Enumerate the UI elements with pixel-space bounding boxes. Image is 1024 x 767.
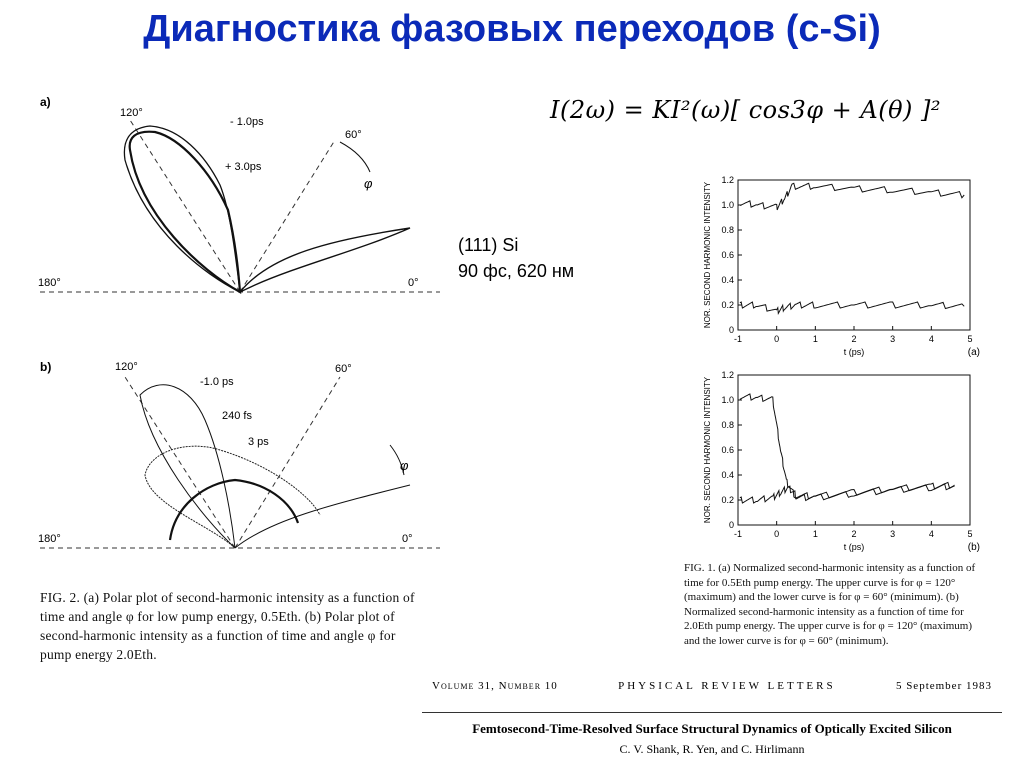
angle-180-b: 180° [38,533,61,545]
journal-header [422,680,1002,757]
x-tick-label-a-6: 5 [967,334,973,344]
curve-plus3ps-a [130,132,240,292]
curve-label-240fs-b: 240 fs [222,410,252,422]
y-tick-label-b-4: 0.8 [721,420,734,430]
journal-name: PHYSICAL REVIEW LETTERS [618,680,836,692]
panel-label-a: (a) [967,347,980,358]
x-tick-label-b-3: 2 [851,529,857,539]
series-line-b-0 [740,394,955,501]
series-line-a-1 [740,302,964,313]
x-tick-label-a-5: 4 [928,334,934,344]
curve-label-3ps-b: 3 ps [248,436,269,448]
axis-60-b [235,377,340,548]
angle-0-b: 0° [402,533,413,545]
curve-label-plus3-a: + 3.0ps [225,161,262,173]
y-axis-label-b: NOR. SECOND HARMONIC INTENSITY [703,376,712,524]
phi-arrow-a [340,142,370,172]
x-tick-label-b-1: 0 [774,529,780,539]
x-tick-label-a-0: -1 [733,334,743,344]
curve-minus1ps-b [140,385,235,548]
lobe-right-a [240,228,410,292]
series-line-a-0 [740,183,964,210]
polar-plot-a [30,90,450,310]
x-axis-label-a: t (ps) [843,347,865,357]
curve-label-minus1-a: - 1.0ps [230,116,264,128]
journal-rule [422,712,1002,713]
sample-info [458,232,574,284]
phi-label-b: φ [400,458,409,473]
panel-a-label: a) [40,95,51,109]
chart-a [688,170,993,365]
y-tick-label-a-5: 1.0 [721,200,734,210]
sample-line-1: (111) Si [458,235,519,255]
y-tick-label-b-0: 0 [728,520,734,530]
slide-title: Диагностика фазовых переходов (c-Si) [143,8,881,50]
x-tick-label-a-3: 2 [851,334,857,344]
y-tick-label-b-3: 0.6 [721,445,734,455]
paper-title: Femtosecond-Time-Resolved Surface Structural Dynamics of Optically Excited Silicon [472,721,952,736]
lobe-right-b [235,485,410,548]
plot-frame-a [738,180,970,330]
sample-line-2: 90 фс, 620 нм [458,261,575,281]
y-tick-label-a-1: 0.2 [721,300,734,310]
angle-120-b: 120° [115,361,138,373]
angle-180-a: 180° [38,277,61,289]
angle-0-a: 0° [408,277,419,289]
y-tick-label-a-2: 0.4 [721,275,734,285]
y-tick-label-b-5: 1.0 [721,395,734,405]
x-tick-label-b-4: 3 [890,529,896,539]
y-tick-label-a-4: 0.8 [721,225,734,235]
y-tick-label-a-0: 0 [728,325,734,335]
paper-authors: C. V. Shank, R. Yen, and C. Hirlimann [619,742,805,756]
x-axis-label-b: t (ps) [843,542,865,552]
x-tick-label-b-2: 1 [812,529,818,539]
curve-3ps-b [170,480,298,540]
angle-60-a: 60° [345,129,362,141]
angle-60-b: 60° [335,363,352,375]
x-tick-label-a-1: 0 [774,334,780,344]
y-tick-label-a-6: 1.2 [721,175,734,185]
x-tick-label-a-4: 3 [890,334,896,344]
y-tick-label-b-6: 1.2 [721,370,734,380]
x-tick-label-a-2: 1 [812,334,818,344]
y-axis-label-a: NOR. SECOND HARMONIC INTENSITY [703,181,712,329]
angle-120-a: 120° [120,107,143,119]
series-line-b-1 [740,482,955,503]
x-tick-label-b-5: 4 [928,529,934,539]
y-tick-label-a-3: 0.6 [721,250,734,260]
fig1-caption: FIG. 1. (a) Normalized second-harmonic intensity as a function of time for 0.5Eth pump energy. The upper curve is for φ = 120° (maximum) and the lower curve is for φ = 60° (minimum). (b) Normalized second-harmonic intensity as a function of time for 2.0Eth pump energy. The upper curve is for φ = 120° (maximum) and the lower curve is for φ = 60° (minimum). [684,562,976,647]
panel-label-b: (b) [967,542,980,553]
panel-b-label: b) [40,360,52,374]
x-tick-label-b-6: 5 [967,529,973,539]
journal-volume: Volume 31, Number 10 [432,680,558,692]
y-tick-label-b-1: 0.2 [721,495,734,505]
chart-b [688,365,993,560]
phi-label-a: φ [364,176,373,191]
axis-120-a [130,120,240,292]
x-tick-label-b-0: -1 [733,529,743,539]
shg-formula: I(2ω) = KI²(ω)[ cos3φ + A(θ) ]² [550,96,942,124]
curve-minus1ps-a [124,126,240,292]
polar-plot-b [30,355,450,555]
journal-date: 5 September 1983 [895,680,992,692]
curve-label-minus1-b: -1.0 ps [200,376,234,388]
y-tick-label-b-2: 0.4 [721,470,734,480]
fig2-caption: FIG. 2. (a) Polar plot of second-harmonic intensity as a function of time and angle φ for low pump energy, 0.5Eth. (b) Polar plot of second-harmonic intensity as a function of time and angle φ for pump energy 2.0Eth. [40,590,415,662]
